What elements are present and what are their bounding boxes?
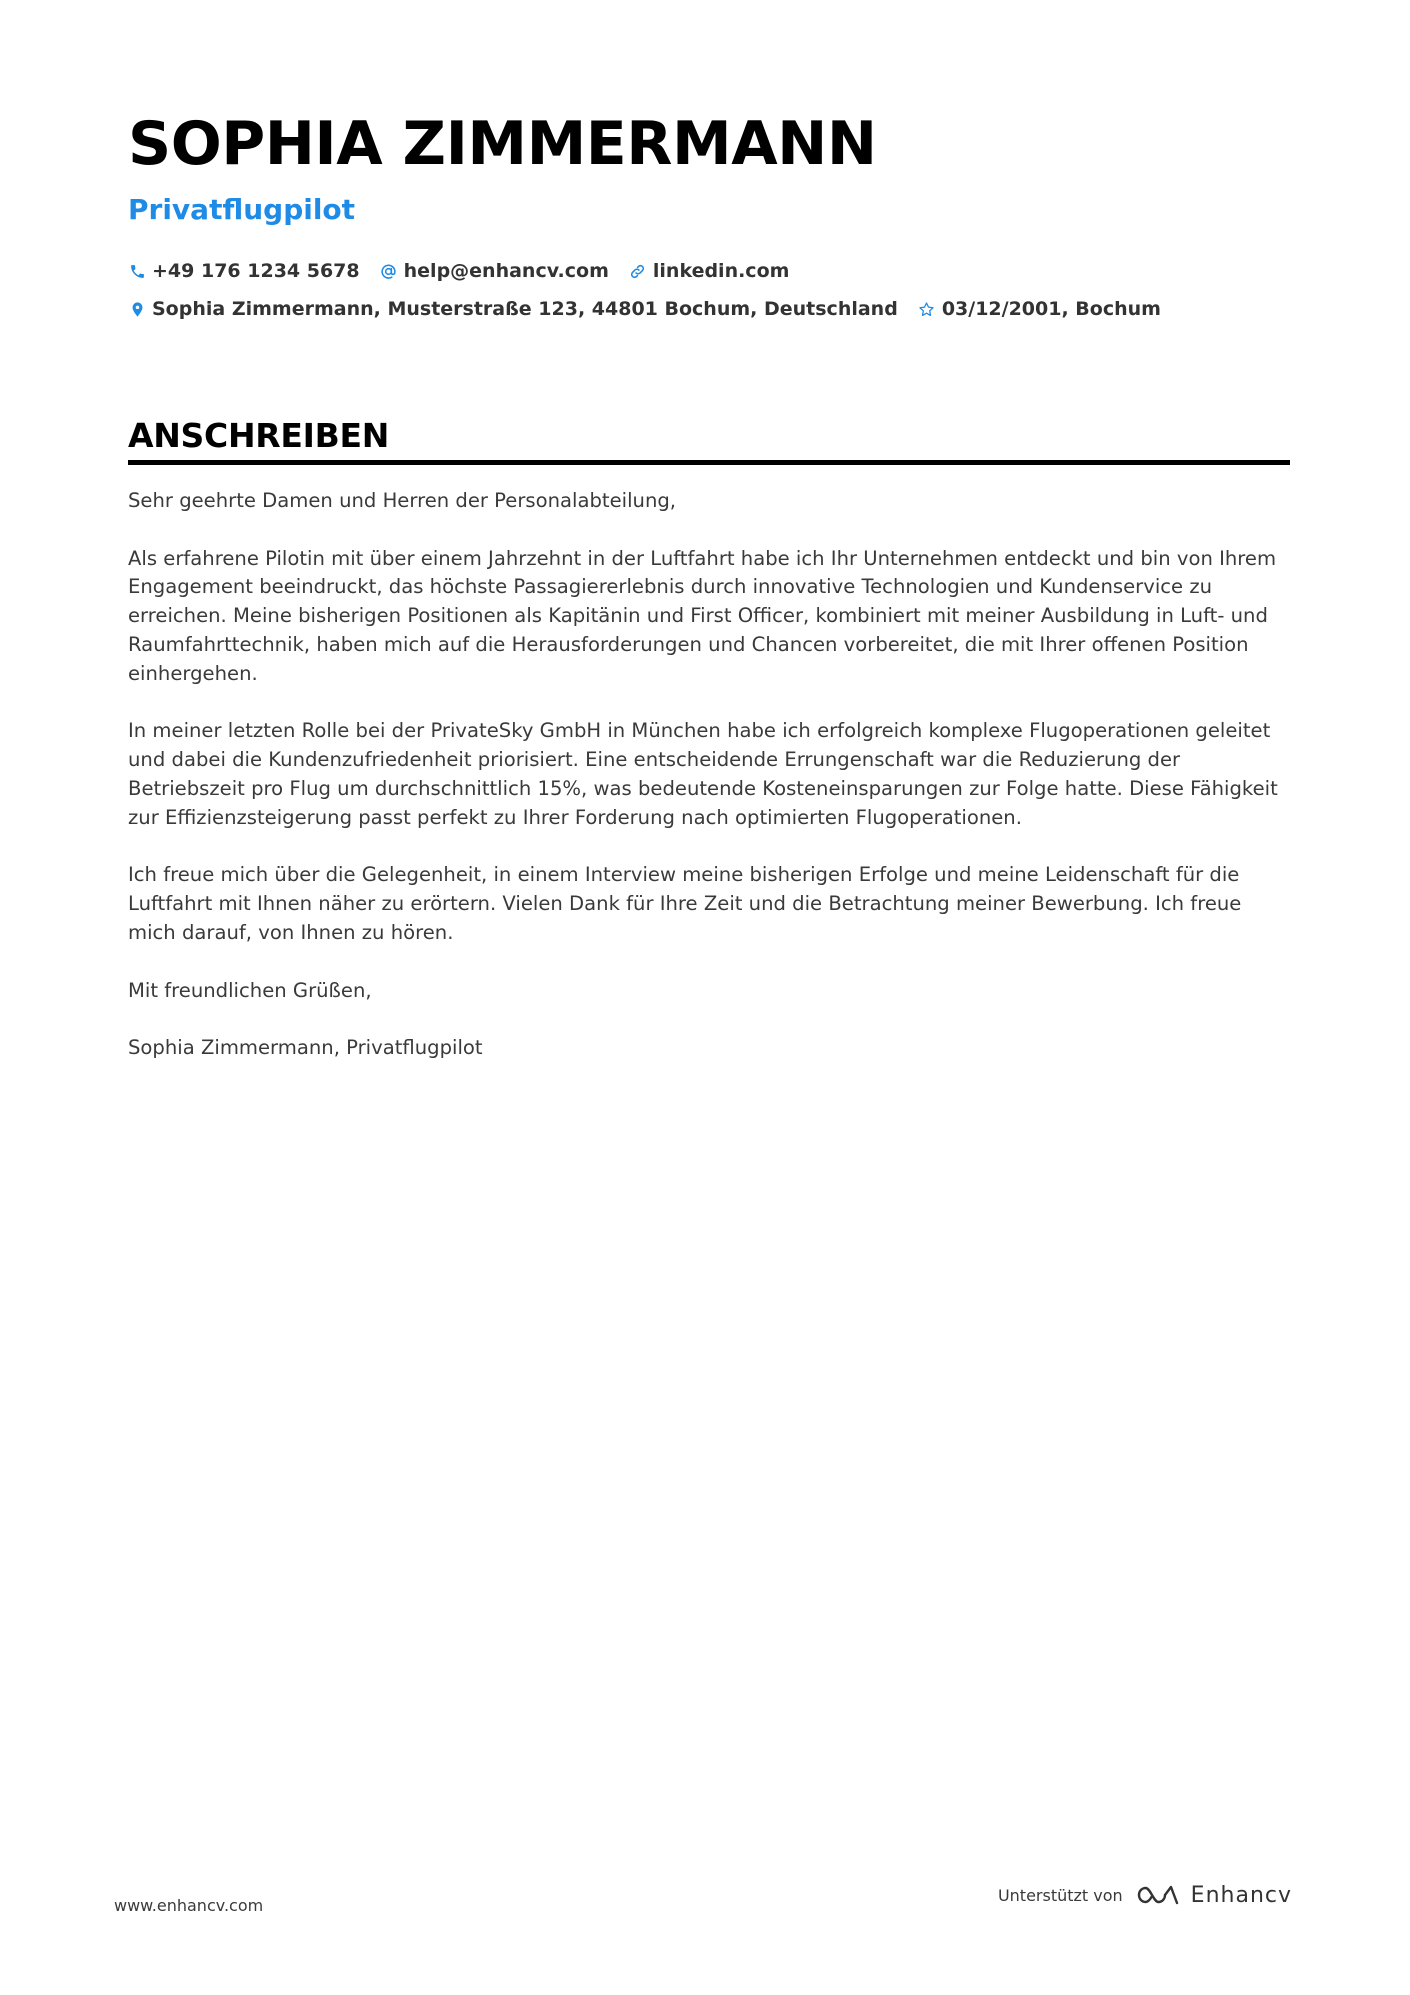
letter-paragraph: Als erfahrene Pilotin mit über einem Jahrzehnt in der Luftfahrt habe ich Ihr Unternehmen entdeckt und bin von Ihrem Engagement beeindruckt, das höchste Passagiererlebnis durch innovative Technologien und Kundenservice zu erreichen. Meine bisherigen Positionen als Kapitänin und First Officer, kombiniert mit meiner Ausbildung in Luft- und Raumfahrttechnik, haben mich auf die Herausforderungen und Chancen vorbereitet, die mit Ihrer offenen Position einhergehen. [128, 546, 1277, 685]
page-content [128, 106, 1290, 1092]
phone-text: +49 176 1234 5678 [152, 260, 360, 282]
job-title: Privatflugpilot [128, 193, 356, 226]
location-pin-icon [128, 300, 146, 318]
footer-website[interactable]: www.enhancv.com [114, 1896, 264, 1915]
star-icon [918, 300, 936, 318]
contact-address [128, 298, 898, 320]
brand-name: Enhancv [1190, 1882, 1292, 1908]
letter-closing: Mit freundlichen Grüßen, [128, 978, 372, 1002]
letter-body [128, 487, 1290, 1063]
section-title: ANSCHREIBEN [128, 416, 390, 455]
birth-text: 03/12/2001, Bochum [941, 298, 1161, 320]
letter-signature: Sophia Zimmermann, Privatflugpilot [128, 1036, 483, 1060]
contact-email[interactable] [380, 260, 609, 282]
contact-linkedin[interactable] [629, 260, 790, 282]
contact-row-primary [128, 252, 1290, 290]
footer-branding [998, 1882, 1292, 1908]
powered-by-label: Unterstützt von [997, 1885, 1123, 1905]
contact-birth [918, 298, 1161, 320]
address-text: Sophia Zimmermann, Musterstraße 123, 44801 Bochum, Deutschland [152, 298, 898, 320]
letter-paragraph: Ich freue mich über die Gelegenheit, in einem Interview meine bisherigen Erfolge und meine Leidenschaft für die Luftfahrt mit Ihnen näher zu erörtern. Vielen Dank für Ihre Zeit und die Betrachtung meiner Bewerbung. Ich freue mich darauf, von Ihnen zu hören. [128, 863, 1242, 944]
phone-icon [128, 262, 146, 280]
letter-salutation: Sehr geehrte Damen und Herren der Personalabteilung, [128, 489, 677, 512]
email-text[interactable]: help@enhancv.com [403, 260, 609, 282]
contact-row-secondary [128, 290, 1290, 328]
section-divider [128, 460, 1290, 465]
contact-phone [128, 260, 360, 282]
applicant-name: SOPHIA ZIMMERMANN [128, 109, 877, 179]
letter-paragraph: In meiner letzten Rolle bei der PrivateSky GmbH in München habe ich erfolgreich komplexe Flugoperationen geleitet und dabei die Kundenzufriedenheit priorisiert. Eine entscheidende Errungenschaft war die Reduzierung der Betriebszeit pro Flug um durchschnittlich 15%, was bedeutende Kosteneinsparungen zur Folge hatte. Diese Fähigkeit zur Effizienzsteigerung passt perfekt zu Ihrer Forderung nach optimierten Flugoperationen. [128, 719, 1278, 829]
at-icon [380, 262, 398, 280]
link-icon [629, 262, 647, 280]
linkedin-text[interactable]: linkedin.com [652, 260, 790, 282]
enhancv-logo-icon [1135, 1882, 1181, 1908]
